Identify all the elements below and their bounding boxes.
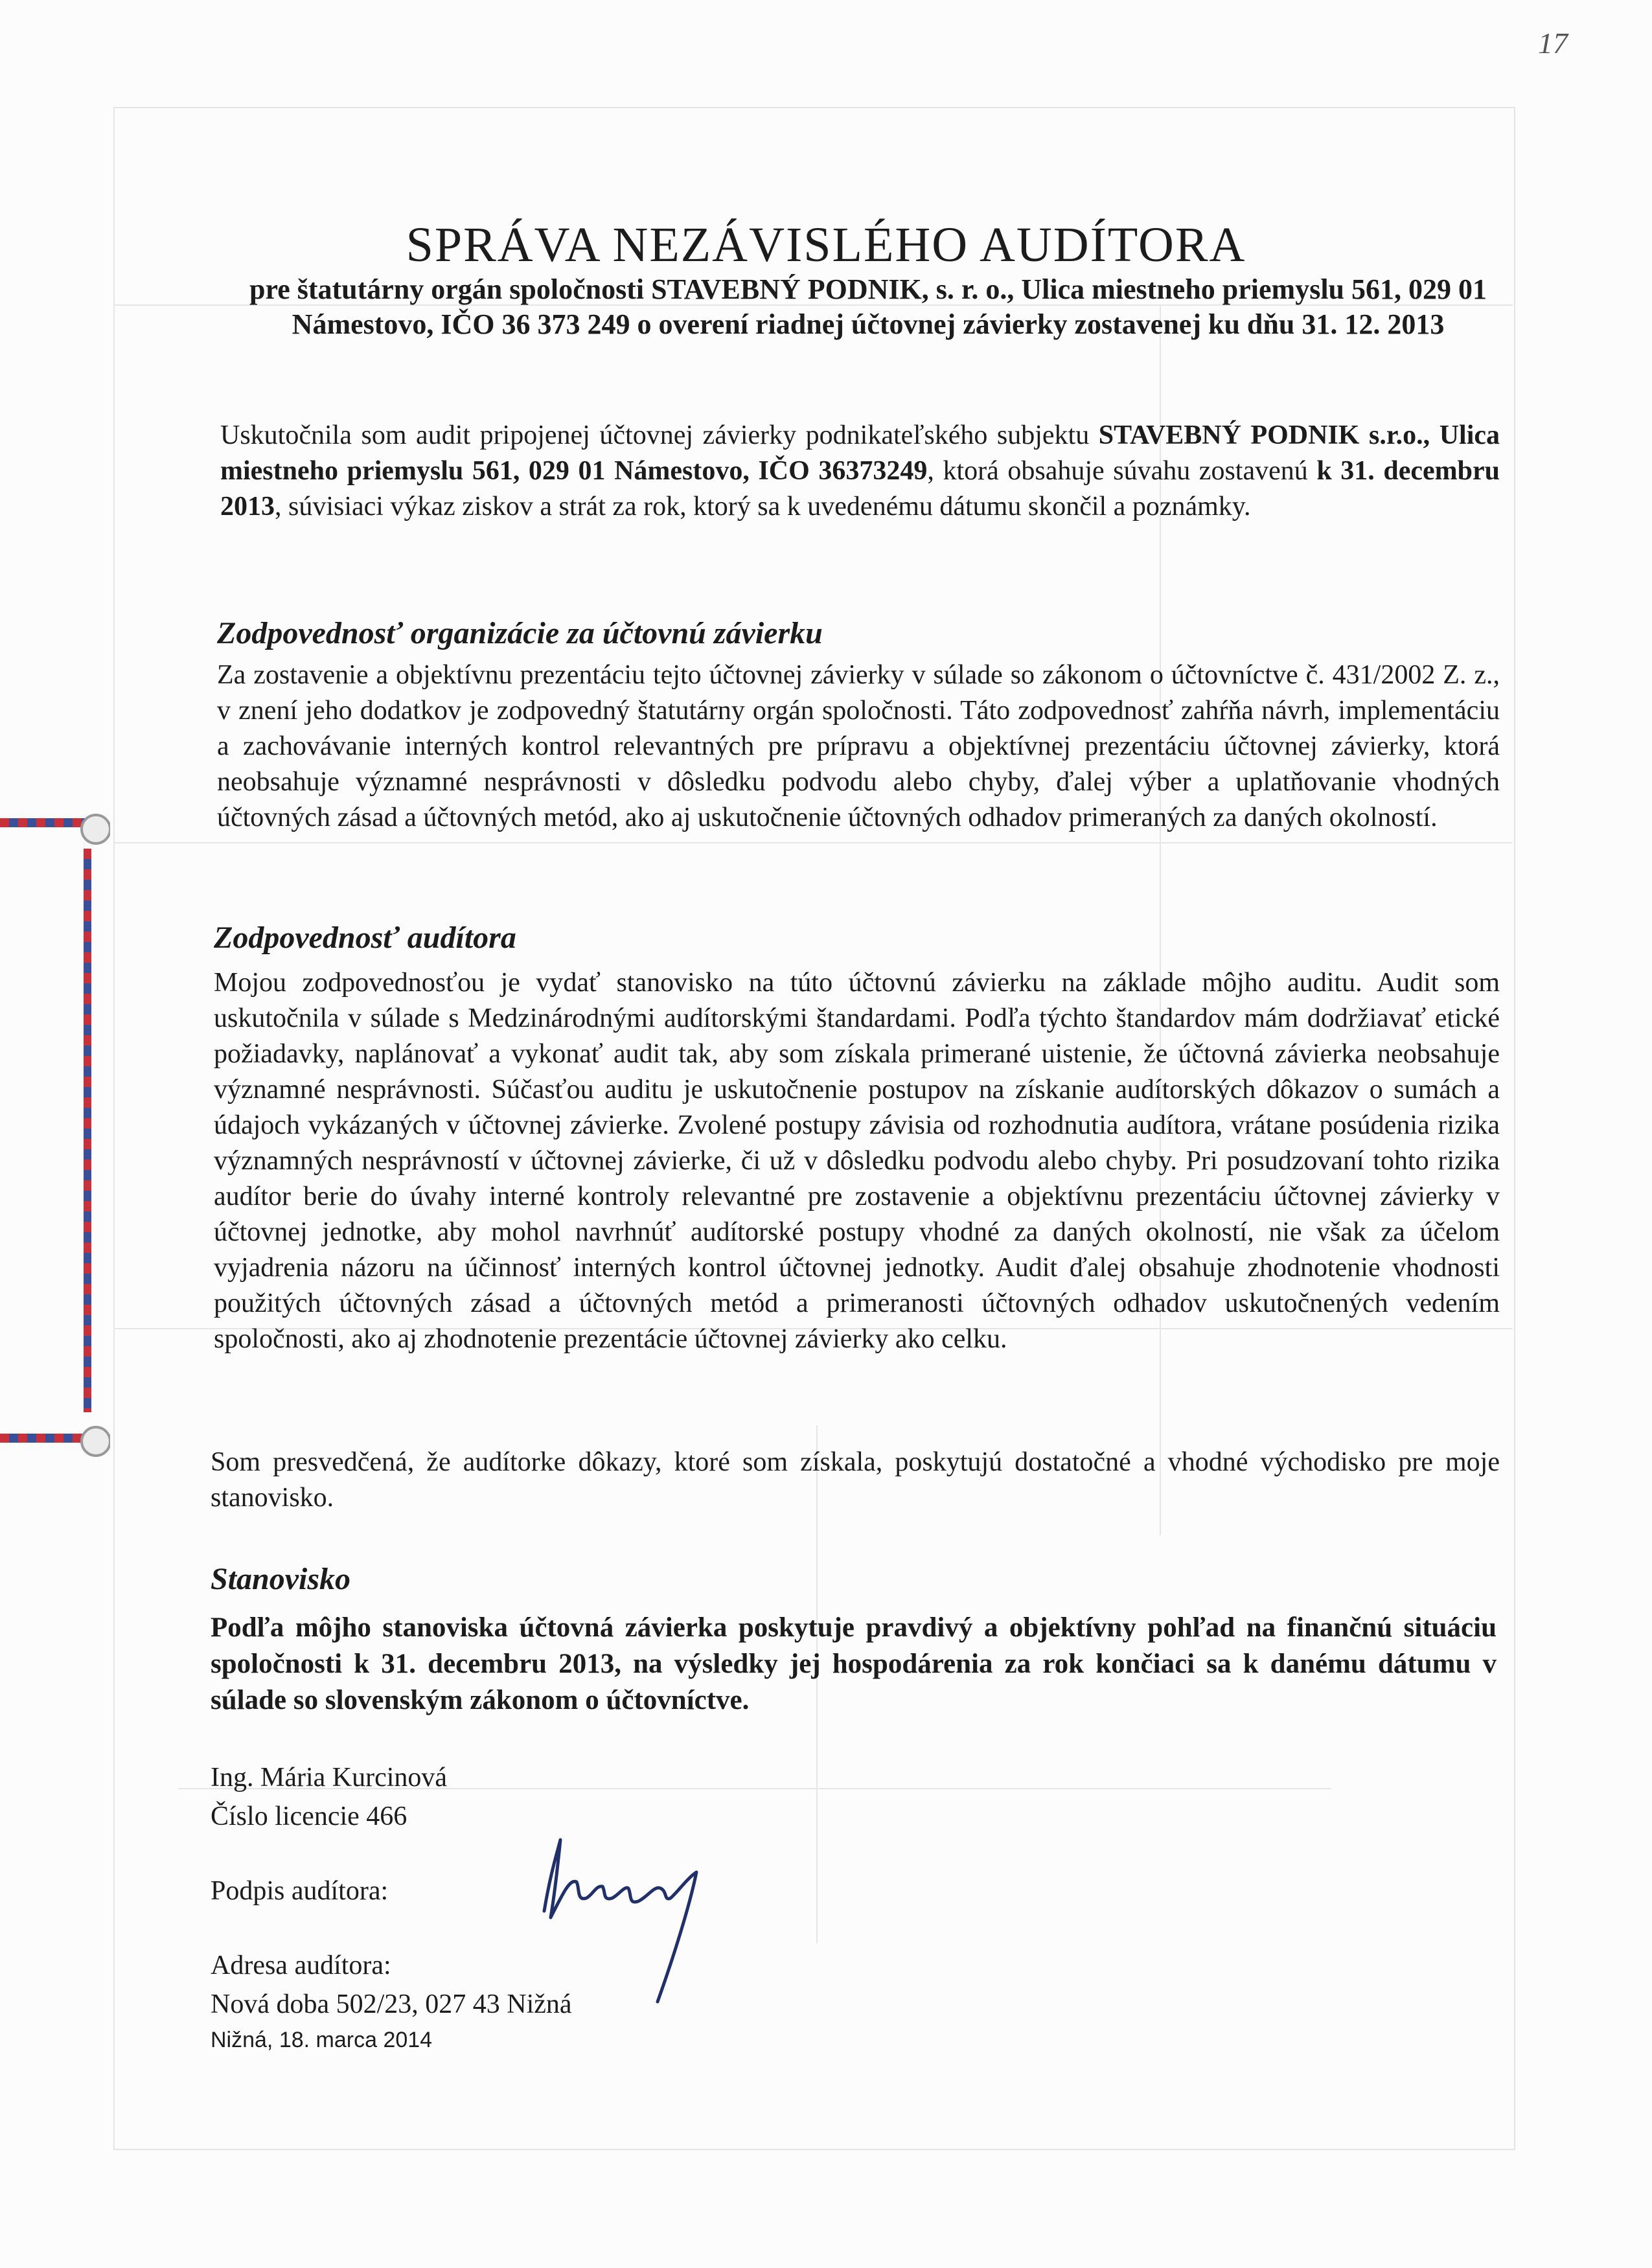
auditor-license: Číslo licencie 466 [211, 1802, 407, 1831]
section-text-auditor: Mojou zodpovednosťou je vydať stanovisko na túto účtovnú závierku na základe môjho auditu. Audit som uskutočnila v súlade s Medzinárodnými audítorskými štandardami. Podľa týchto štandardov mám dodržiavať etické požiadavky, naplánovať a vykonať audit tak, aby som získala primerané uistenie, že účtovná závierka neobsahuje významné nesprávnosti. Súčasťou auditu je uskutočnenie postupov na získanie audítorských dôkazov o sumách a údajoch vykázaných v účtovnej závierke. Zvolené postupy závisia od rozhodnutia audítora, vrátane posúdenia rizika významných nesprávností v účtovnej závierke, či už v dôsledku podvodu alebo chyby. Pri posudzovaní tohto rizika audítor berie do úvahy interné kontroly relevantné pre zostavenie a objektívnu prezentáciu účtovnej závierky v účtovnej jednotke, aby mohol navrhnúť audítorské postupy vhodné za daných okolností, nie však za účelom vyjadrenia názoru na účinnosť interných kontrol účtovnej jednotky. Audit ďalej obsahuje zhodnotenie vhodnosti použitých účtovných zásad a účtovných metód a primeranosti účtovných odhadov uskutočnených vedením spoločnosti, ako aj zhodnotenie prezentácie účtovnej závierky ako celku. [214, 968, 1500, 1354]
section-heading-auditor: Zodpovednosť audítora [214, 921, 516, 955]
document-title: SPRÁVA NEZÁVISLÉHO AUDÍTORA [406, 218, 1246, 272]
auditor-signature [531, 1814, 726, 2008]
intro-date: k 31. decembru 2013 [220, 456, 1500, 521]
place-and-date: Nižná, 18. marca 2014 [211, 2028, 433, 2052]
show-through-line [113, 842, 1513, 843]
section-text-auditor-conclusion: Som presvedčená, že audítorke dôkazy, ktoré som získala, poskytujú dostatočné a vhodné východisko pre moje stanovisko. [211, 1447, 1500, 1513]
intro-text-2: , ktorá obsahuje súvahu zostavenú [927, 456, 1317, 486]
page-mark: 17 [1538, 27, 1568, 60]
address-label: Adresa audítora: [211, 1951, 391, 1980]
signature-label: Podpis audítora: [211, 1876, 389, 1906]
document-subtitle: pre štatutárny orgán spoločnosti STAVEBNÝ PODNIK, s. r. o., Ulica miestneho priemyslu 561, 029 01 Námestovo, IČO 36 373 249 o overení riadnej účtovnej závierky zostavenej ku dňu 31. 12. 2013 [249, 273, 1487, 340]
intro-paragraph [220, 418, 1500, 525]
section-text-organization: Za zostavenie a objektívnu prezentáciu tejto účtovnej závierky v súlade so zákonom o účtovníctve č. 431/2002 Z. z., v znení jeho dodatkov je zodpovedný štatutárny orgán spoločnosti. Táto zodpovednosť zahŕňa návrh, implementáciu a zachovávanie interných kontrol relevantných pre prípravu a objektívnej prezentáciu účtovnej závierky, ktorá neobsahuje významné nesprávnosti v dôsledku podvodu alebo chyby, ďalej výber a uplatňovanie vhodných účtovných zásad a účtovných metód, ako aj uskutočnenie účtovných odhadov primeraných za daných okolností. [217, 660, 1500, 832]
section-heading-opinion: Stanovisko [211, 1562, 351, 1596]
auditor-name: Ing. Mária Kurcinová [211, 1763, 448, 1793]
binding-cord [0, 810, 110, 1458]
intro-text-1: Uskutočnila som audit pripojenej účtovnej závierky podnikateľského subjektu [220, 420, 1099, 450]
intro-company: STAVEBNÝ PODNIK s.r.o., Ulica miestneho priemyslu 561, 029 01 Námestovo, IČO 36373249 [220, 420, 1500, 486]
opinion-text: Podľa môjho stanoviska účtovná závierka poskytuje pravdivý a objektívny pohľad na finančnú situáciu spoločnosti k 31. decembru 2013, na výsledky jej hospodárenia za rok končiaci sa k danému dátumu v súlade so slovenským zákonom o účtovníctve. [211, 1612, 1497, 1715]
auditor-address: Nová doba 502/23, 027 43 Nižná [211, 1989, 572, 2019]
intro-text-3: , súvisiaci výkaz ziskov a strát za rok, ktorý sa k uvedenému dátumu skončil a poznámky. [275, 492, 1251, 521]
section-heading-organization: Zodpovednosť organizácie za účtovnú závierku [217, 616, 823, 650]
